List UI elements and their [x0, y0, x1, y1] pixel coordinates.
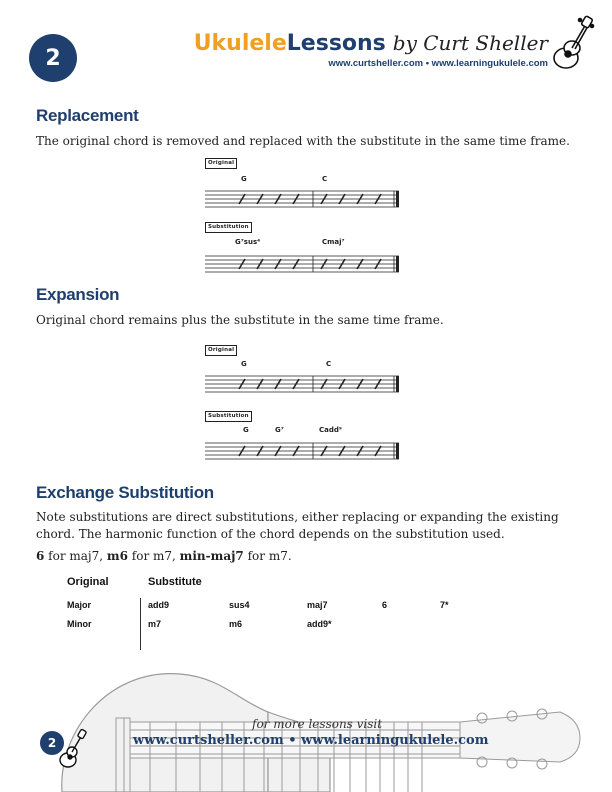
exchange-note: 6 for maj7, m6 for m7, min-maj7 for m7. — [36, 549, 292, 563]
chord-label: G⁷sus⁴ — [235, 238, 261, 246]
chord-label: C — [326, 360, 332, 368]
staff-lines — [205, 440, 401, 460]
section-title-replacement: Replacement — [36, 106, 139, 125]
page-number-badge: 2 — [29, 34, 77, 82]
table-cell: 7* — [440, 600, 449, 610]
row-label-minor: Minor — [67, 619, 92, 629]
chord-label: G — [243, 426, 249, 434]
footer-page-number: 2 — [40, 731, 64, 755]
brand-ukulele: Ukulele — [193, 31, 287, 56]
ukulele-icon — [58, 728, 88, 770]
staff-lines — [205, 188, 401, 208]
substitution-label: Substitution — [205, 411, 252, 422]
table-cell: add9 — [148, 600, 170, 610]
table-cell: add9* — [307, 619, 332, 629]
note-6: 6 — [36, 549, 45, 563]
substitution-label: Substitution — [205, 222, 252, 233]
brand-header — [194, 30, 548, 69]
original-label: Original — [205, 345, 237, 356]
expansion-description: Original chord remains plus the substitute in the same time frame. — [36, 313, 444, 327]
note-m6: m6 — [106, 549, 128, 563]
staff-lines — [205, 373, 401, 393]
replacement-description: The original chord is removed and replaced with the substitute in the same time frame. — [36, 134, 570, 148]
table-divider — [140, 598, 141, 650]
table-cell: sus4 — [229, 600, 250, 610]
staff-lines — [205, 253, 401, 273]
section-title-expansion: Expansion — [36, 285, 120, 304]
section-title-exchange: Exchange Substitution — [36, 483, 214, 502]
brand-author: by Curt Sheller — [392, 31, 548, 55]
table-cell: maj7 — [307, 600, 328, 610]
chord-label: G⁷ — [275, 426, 284, 434]
ukulele-icon — [550, 14, 596, 72]
exchange-description: Note substitutions are direct substitutions, either replacing or expanding the existing chord. The harmonic function of the chord depends on the substitution used. — [36, 510, 559, 541]
footer-urls[interactable]: www.curtsheller.com • www.learningukulele.com — [133, 733, 489, 748]
chord-label: Cadd⁹ — [319, 426, 342, 434]
original-label: Original — [205, 158, 237, 169]
row-label-major: Major — [67, 600, 92, 610]
chord-label: C — [322, 175, 328, 183]
table-cell: 6 — [382, 600, 388, 610]
chord-label: G — [241, 175, 247, 183]
footer-visit-text: for more lessons visit — [252, 717, 383, 731]
table-cell: m6 — [229, 619, 243, 629]
note-min-maj7: min-maj7 — [179, 549, 244, 563]
brand-urls: www.curtsheller.com • www.learningukulele.com — [328, 58, 548, 69]
table-cell: m7 — [148, 619, 162, 629]
brand-title — [194, 30, 548, 57]
chord-label: Cmaj⁷ — [322, 238, 345, 246]
header-substitute: Substitute — [148, 576, 202, 588]
chord-label: G — [241, 360, 247, 368]
brand-lessons: Lessons — [286, 31, 386, 56]
header-original: Original — [67, 576, 109, 588]
